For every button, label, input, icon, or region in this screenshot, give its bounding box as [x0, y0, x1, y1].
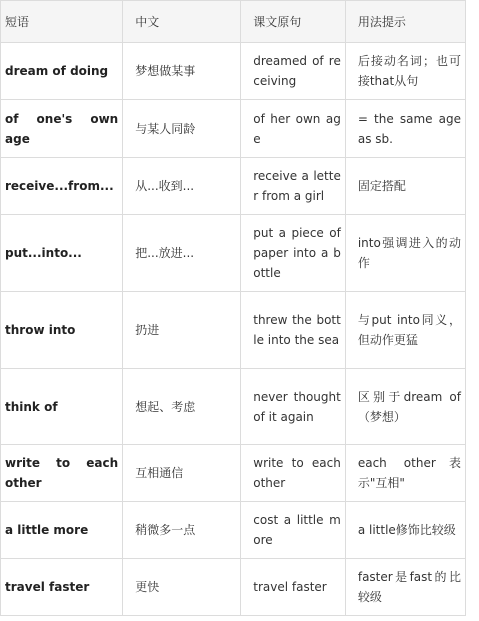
source-sentence-cell: of her own age: [241, 100, 346, 158]
usage-tip-cell: faster是fast的比较级: [345, 559, 465, 616]
phrase-cell: travel faster: [1, 559, 123, 616]
phrase-cell: throw into: [1, 292, 123, 369]
chinese-cell: 更快: [123, 559, 241, 616]
usage-tip-cell: 区别于dream of（梦想）: [345, 369, 465, 445]
table-row: [1, 215, 466, 292]
chinese-cell: 扔进: [123, 292, 241, 369]
header-source-sentence: 课文原句: [241, 1, 346, 43]
source-sentence-cell: travel faster: [241, 559, 346, 616]
phrase-cell: dream of doing: [1, 43, 123, 100]
usage-tip-cell: = the same age as sb.: [345, 100, 465, 158]
phrase-cell: of one's own age: [1, 100, 123, 158]
header-phrase: 短语: [1, 1, 123, 43]
table-row: [1, 43, 466, 100]
source-sentence-cell: write to each other: [241, 445, 346, 502]
source-sentence-cell: receive a letter from a girl: [241, 158, 346, 215]
source-sentence-cell: cost a little more: [241, 502, 346, 559]
chinese-cell: 从...收到...: [123, 158, 241, 215]
chinese-cell: 与某人同龄: [123, 100, 241, 158]
source-sentence-cell: threw the bottle into the sea: [241, 292, 346, 369]
usage-tip-cell: 固定搭配: [345, 158, 465, 215]
phrase-cell: a little more: [1, 502, 123, 559]
chinese-cell: 互相通信: [123, 445, 241, 502]
phrase-cell: write to each other: [1, 445, 123, 502]
chinese-cell: 想起、考虑: [123, 369, 241, 445]
table-row: [1, 559, 466, 616]
usage-tip-cell: 后接动名词；也可接that从句: [345, 43, 465, 100]
phrase-cell: think of: [1, 369, 123, 445]
usage-tip-cell: each other表示"互相": [345, 445, 465, 502]
table-row: [1, 502, 466, 559]
header-row: [1, 1, 466, 43]
chinese-cell: 把...放进...: [123, 215, 241, 292]
source-sentence-cell: dreamed of receiving: [241, 43, 346, 100]
header-chinese: 中文: [123, 1, 241, 43]
table-row: [1, 369, 466, 445]
table-row: [1, 445, 466, 502]
table-row: [1, 158, 466, 215]
phrase-cell: receive...from...: [1, 158, 123, 215]
header-usage-tip: 用法提示: [345, 1, 465, 43]
usage-tip-cell: 与put into同义，但动作更猛: [345, 292, 465, 369]
chinese-cell: 梦想做某事: [123, 43, 241, 100]
phrase-cell: put...into...: [1, 215, 123, 292]
source-sentence-cell: never thought of it again: [241, 369, 346, 445]
source-sentence-cell: put a piece of paper into a bottle: [241, 215, 346, 292]
usage-tip-cell: into强调进入的动作: [345, 215, 465, 292]
chinese-cell: 稍微多一点: [123, 502, 241, 559]
table-row: [1, 100, 466, 158]
usage-tip-cell: a little修饰比较级: [345, 502, 465, 559]
table-row: [1, 292, 466, 369]
